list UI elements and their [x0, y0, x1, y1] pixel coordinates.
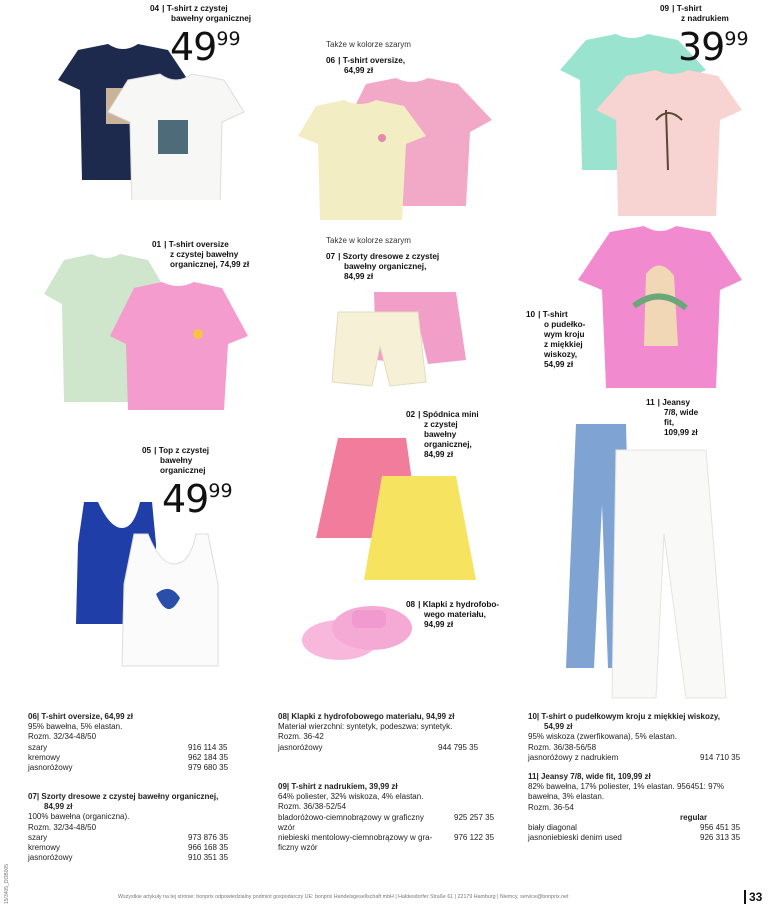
spec-number: 10 [528, 712, 537, 721]
spec-sizes: Rozm. 36-54 [528, 802, 574, 812]
price-09 [678, 25, 749, 69]
product-name-line2: bawełny organicznej [171, 14, 252, 23]
product-line-2: wego materiału, [424, 610, 486, 619]
product-line-4: organicznej, [424, 440, 472, 449]
product-line-1: T-shirt oversize [168, 240, 229, 249]
color-name: szary [28, 742, 48, 752]
product-image-tshirts-01 [44, 254, 249, 410]
product-image-jeans-11 [556, 424, 736, 700]
spec-row [28, 763, 248, 773]
color-name: szary [28, 832, 48, 842]
product-line-1: T-shirt [542, 310, 568, 319]
product-number: 07 [326, 252, 336, 261]
product-line-5: 84,99 zł [424, 450, 454, 459]
product-line-3: bawełny [424, 430, 457, 439]
spec-row [278, 833, 498, 843]
fit-label: regular [680, 812, 708, 822]
article-number: 944 795 35 [438, 742, 479, 752]
spec-title-price: 54,99 zł [544, 722, 573, 732]
product-label-02: 02 | Spódnica mini z czystej bawełny organicznej, 84,99 zł [406, 410, 479, 459]
product-number: 10 [526, 310, 536, 319]
spec-sizes: Rozm. 32/34-48/50 [28, 822, 97, 832]
spec-row [278, 813, 498, 823]
price-decimal: 99 [724, 28, 749, 50]
color-name: kremowy [28, 752, 61, 762]
product-name: Top z czystej [158, 446, 210, 455]
spec-title: Klapki z hydrofobowego materiału, 94,99 zł [291, 712, 455, 721]
product-label-09: 09 | T-shirt z nadrukiem [660, 4, 729, 23]
product-label-05: 05 | Top z czystej bawełny organicznej [142, 446, 210, 475]
spec-number: 09 [278, 782, 287, 791]
spec-number: 11 [528, 772, 537, 781]
spec-title-price: 84,99 zł [44, 802, 73, 812]
color-name: niebieski mentolowy-ciemnobrązowy w gra- [278, 833, 433, 843]
spec-row [28, 843, 248, 853]
product-line-4: 109,99 zł [664, 428, 698, 437]
product-image-tshirt-10 [574, 226, 744, 392]
spec-title: T-shirt z nadrukiem, 39,99 zł [291, 782, 398, 791]
product-number: 08 [406, 600, 416, 609]
article-number: 962 184 35 [188, 752, 229, 762]
article-number: 916 114 35 [188, 742, 228, 752]
price-04 [170, 25, 241, 69]
spec-block-10: 10| T-shirt o pudełkowym kroju z miękkiej wiskozy, 54,99 zł 95% wiskoza (zwerfikowana), 5% elastan. Rozm. 36/38-56/58 jasnoróżowy z nadrukiem 914 710 35 [528, 712, 760, 763]
product-number: 04 [150, 4, 160, 13]
color-name: jasnoróżowy [28, 853, 73, 863]
article-number [454, 823, 498, 833]
price-decimal: 99 [216, 28, 241, 50]
article-number: 966 168 35 [188, 843, 229, 853]
spec-row [28, 743, 248, 753]
spec-block-11: 11| Jeansy 7/8, wide fit, 109,99 zł 82% bawełna, 17% poliester, 1% elastan. 956451: 97% bawełna, 3% elastan. Rozm. 36-54 regular biały diagonal 956 451 35 jasnoniebieski denim used 926 313 35 [528, 772, 760, 843]
price-integer: 49 [162, 477, 209, 521]
article-number: 976 122 35 [454, 833, 495, 843]
product-line-2: o pudełko- [544, 320, 586, 329]
color-name: jasnoniebieski denim used [528, 833, 622, 843]
product-line-5: wiskozy, [544, 350, 578, 359]
spec-material: 100% bawełna (organiczna). [28, 812, 130, 822]
product-line-4: z miękkiej [544, 340, 583, 349]
spec-material: 82% bawełna, 17% poliester, 1% elastan. 956451: 97% [528, 782, 725, 792]
product-label-10: 10 | T-shirt o pudełko- wym kroju z miękkiej wiskozy, 54,99 zł [526, 310, 586, 369]
spec-material: 95% wiskoza (zwerfikowana), 5% elastan. [528, 732, 677, 742]
article-number: 956 451 35 [700, 823, 741, 833]
product-name: T-shirt oversize, [342, 56, 406, 65]
color-name: jasnoróżowy [28, 763, 73, 773]
article-number [454, 843, 498, 853]
product-line-1: Jeansy [662, 398, 691, 407]
spec-row [528, 833, 760, 843]
article-number: 973 876 35 [188, 832, 229, 842]
product-name: T-shirt [676, 4, 702, 13]
product-number: 02 [406, 410, 416, 419]
article-number: 910 351 35 [188, 853, 229, 863]
product-line-3: 94,99 zł [424, 620, 454, 629]
product-label-01: 01 | T-shirt oversize z czystej bawełny organicznej, 74,99 zł [152, 240, 262, 270]
price-integer: 39 [678, 25, 725, 69]
price-integer: 49 [170, 25, 217, 69]
product-line-3: organicznej, 74,99 zł [170, 260, 250, 269]
product-label-11: 11 | Jeansy 7/8, wide fit, 109,99 zł [646, 398, 699, 437]
article-number: 979 680 35 [188, 763, 229, 773]
price-05 [162, 477, 233, 521]
spec-material: 64% poliester, 32% wiskoza, 4% elastan. [278, 792, 424, 802]
product-line-3: fit, [664, 418, 675, 427]
article-number: 914 710 35 [700, 752, 741, 762]
product-name-line2: z nadrukiem [681, 14, 729, 23]
product-label-04: 04 | T-shirt z czystej bawełny organicznej [150, 4, 252, 23]
color-name: jasnoróżowy z nadrukiem [528, 752, 619, 762]
spec-block-09: 09| T-shirt z nadrukiem, 39,99 zł 64% poliester, 32% wiskoza, 4% elastan. Rozm. 36/38-52/54 bladoróżowo-ciemnobrązowy w graficzny 925 257 35 wzór niebieski mentolowy-ciemnobrązowy w gra- 976 122 35 ficzny wzór [278, 782, 498, 853]
spec-number: 08 [278, 712, 287, 721]
spec-material-2: bawełna, 3% elastan. [528, 792, 605, 802]
product-number: 05 [142, 446, 152, 455]
spec-material: Materiał wierzchni: syntetyk, podeszwa: syntetyk. [278, 722, 453, 732]
product-image-tshirts-06 [296, 76, 496, 226]
spec-row [278, 823, 498, 833]
color-name: kremowy [28, 843, 61, 853]
product-name-line3: organicznej [160, 466, 206, 475]
product-line-3: wym kroju [544, 330, 585, 339]
product-label-06: 06 | T-shirt oversize, 64,99 zł [326, 56, 406, 75]
product-image-tops-05 [70, 494, 240, 670]
product-label-07: 07 | Szorty dresowe z czystej bawełny organicznej, 84,99 zł [326, 252, 440, 281]
product-name: T-shirt z czystej [166, 4, 228, 13]
spec-title: T-shirt o pudełkowym kroju z miękkiej wiskozy, [541, 712, 720, 721]
spec-sizes: Rozm. 36/38-52/54 [278, 802, 347, 812]
product-line-2: z czystej [424, 420, 458, 429]
spec-row [278, 843, 498, 853]
article-number: 926 313 35 [700, 833, 741, 843]
spec-number: 06 [28, 712, 37, 721]
product-line-1: Szorty dresowe z czystej [342, 252, 440, 261]
spec-title: T-shirt oversize, 64,99 zł [41, 712, 133, 721]
spec-row [278, 743, 498, 753]
spec-number: 07 [28, 792, 37, 801]
page-number-divider [744, 890, 746, 904]
spec-material: 95% bawełna, 5% elastan. [28, 722, 123, 732]
spec-block-08: 08| Klapki z hydrofobowego materiału, 94,99 zł Materiał wierzchni: syntetyk, podeszwa: syntetyk. Rozm. 36-42 jasnoróżowy 944 795 35 [278, 712, 498, 753]
product-name-line2: bawełny [160, 456, 193, 465]
product-price: 64,99 zł [344, 66, 374, 75]
page-number: 33 [749, 890, 763, 904]
color-name: ficzny wzór [278, 843, 318, 853]
spec-sizes: Rozm. 32/34-48/50 [28, 732, 97, 742]
color-note-06: Także w kolorze szarym [326, 40, 411, 49]
spec-row [28, 833, 248, 843]
product-number: 11 [646, 398, 655, 407]
spec-row [528, 823, 760, 833]
color-note-07: Także w kolorze szarym [326, 236, 411, 245]
product-image-shorts-07 [328, 290, 468, 390]
color-name: bladoróżowo-ciemnobrązowy w graficzny [278, 812, 424, 822]
spec-row [28, 753, 248, 763]
spec-sizes: Rozm. 36/38-56/58 [528, 742, 597, 752]
color-name: wzór [278, 822, 295, 832]
spec-row [528, 753, 760, 763]
product-line-2: bawełny organicznej, [344, 262, 427, 271]
spec-title: Jeansy 7/8, wide fit, 109,99 zł [540, 772, 651, 781]
product-line-1: Spódnica mini [422, 410, 479, 419]
spec-sizes: Rozm. 36-42 [278, 732, 324, 742]
footer-legal: Wszystkie artykuły na tej stronie: bonprix odpowiedzialny podmiot gospodarczy UE: bonprix Handelsgesellschaft mbH | Haldesdorfer Straße 61 | 22179 Hamburg | Niemcy, service@bonprix.net [118, 894, 569, 900]
price-decimal: 99 [208, 480, 233, 502]
product-number: 09 [660, 4, 670, 13]
spec-title: Szorty dresowe z czystej bawełny organicznej, [41, 792, 219, 801]
color-name: jasnoróżowy [278, 742, 323, 752]
product-image-slides-08 [298, 596, 416, 672]
product-number: 01 [152, 240, 162, 249]
spec-block-07: 07| Szorty dresowe z czystej bawełny organicznej, 84,99 zł 100% bawełna (organiczna). Rozm. 32/34-48/50 szary 973 876 35 kremowy 966 168 35 jasnoróżowy 910 351 35 [28, 792, 248, 863]
product-line-2: z czystej bawełny [170, 250, 239, 259]
product-label-08: 08 | Klapki z hydrofobo- wego materiału, 94,99 zł [406, 600, 500, 629]
product-line-2: 7/8, wide [664, 408, 699, 417]
product-number: 06 [326, 56, 336, 65]
article-number: 925 257 35 [454, 812, 495, 822]
product-line-6: 54,99 zł [544, 360, 574, 369]
spec-block-06: 06| T-shirt oversize, 64,99 zł 95% bawełna, 5% elastan. Rozm. 32/34-48/50 szary 916 114 35 kremowy 962 184 35 jasnoróżowy 979 680 35 [28, 712, 248, 773]
product-line-3: 84,99 zł [344, 272, 374, 281]
side-code: 15/3405_DOB005 [4, 863, 10, 904]
product-line-1: Klapki z hydrofobo- [422, 600, 500, 609]
color-name: biały diagonal [528, 823, 577, 833]
spec-row [28, 853, 248, 863]
